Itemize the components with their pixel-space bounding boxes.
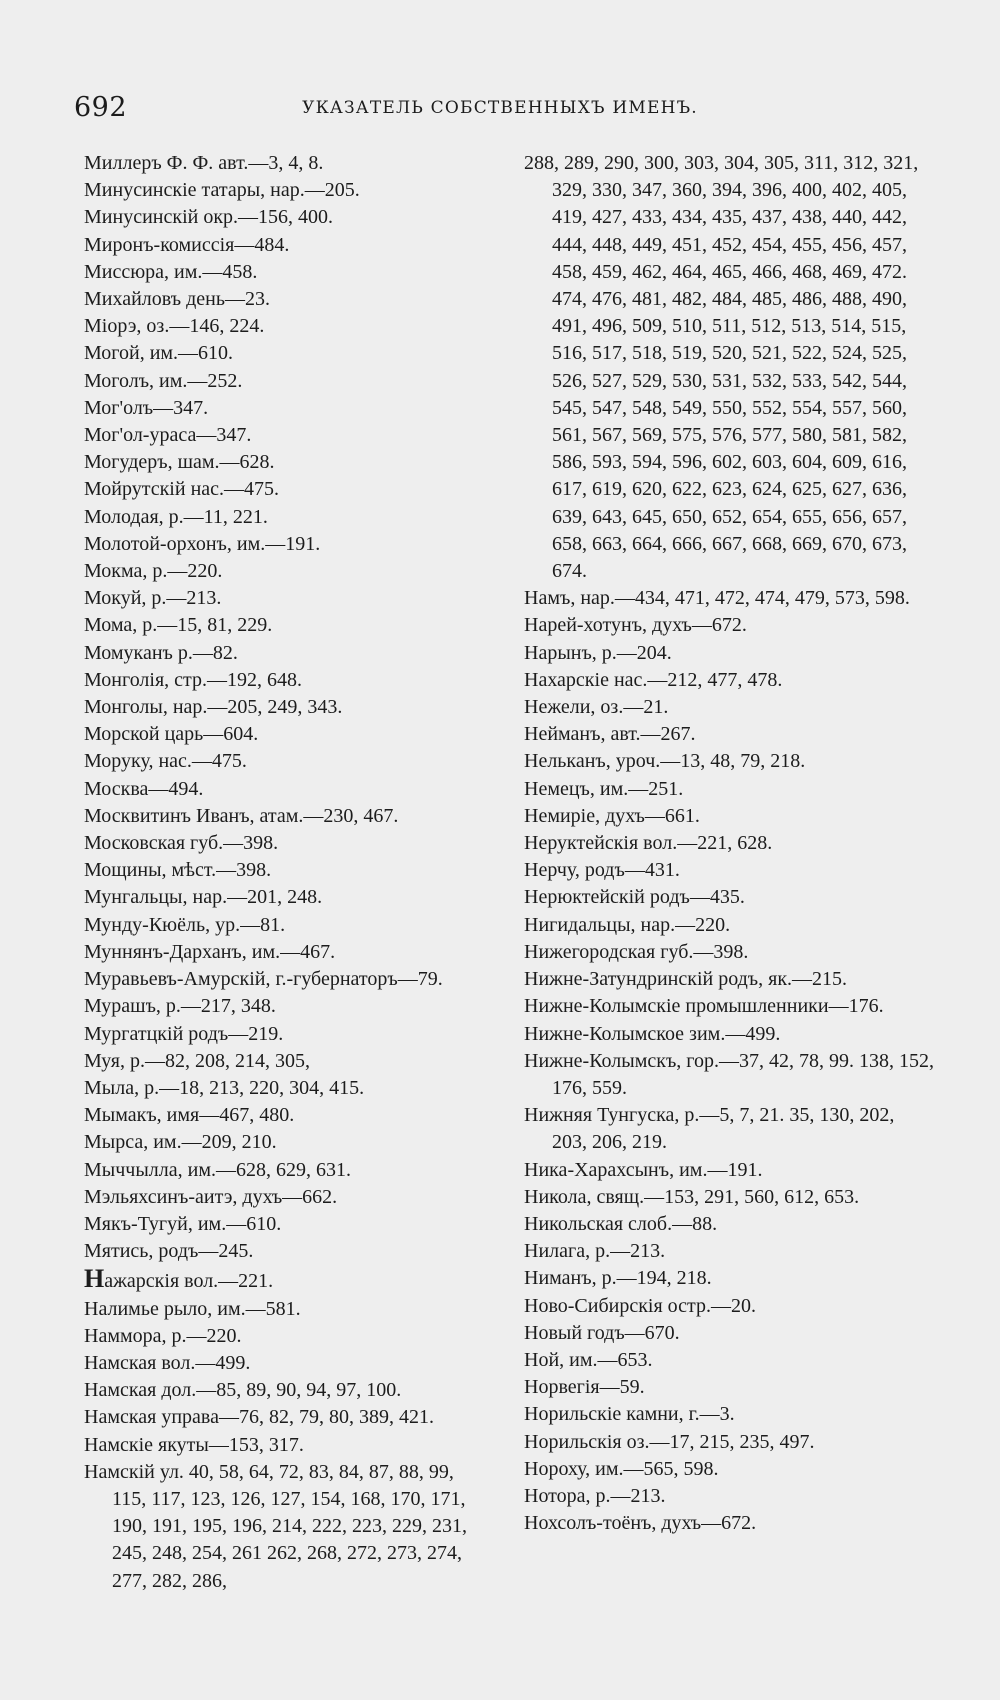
index-entry: Москвитинъ Иванъ, атам.—230, 467. (84, 804, 399, 827)
index-entry: Моруку, нас.—475. (84, 750, 247, 773)
index-entry: Намская управа—76, 82, 79, 80, 389, 421. (84, 1406, 434, 1429)
index-entry: Мыччылла, им.—628, 629, 631. (84, 1158, 351, 1181)
index-entry: Мымакъ, имя—467, 480. (84, 1104, 295, 1127)
index-entry: Ниманъ, р.—194, 218. (524, 1267, 712, 1290)
index-column-right (524, 150, 934, 1537)
index-entry: Могой, им.—610. (84, 342, 234, 365)
index-entry: Нажарскія вол.—221. (84, 1264, 274, 1294)
index-entry: Нигидальцы, нар.—220. (524, 913, 731, 936)
index-entry: Мощины, мѣст.—398. (84, 859, 272, 882)
index-entry: Мог'ол-ураса—347. (84, 424, 252, 447)
index-entry: Миссюра, им.—458. (84, 260, 258, 283)
index-entry: Мыла, р.—18, 213, 220, 304, 415. (84, 1076, 365, 1099)
index-entry: Нижняя Тунгуска, р.—5, 7, 21. 35, 130, 202, 203, 206, 219. (524, 1104, 895, 1154)
index-entry: Муннянъ-Дарханъ, им.—467. (84, 940, 336, 963)
index-entry: Миронъ-комиссія—484. (84, 233, 290, 256)
index-entry: Муравьевъ-Амурскій, г.-губернаторъ—79. (84, 968, 443, 991)
index-entry: Нижне-Колымское зим.—499. (524, 1022, 781, 1045)
index-entry: Никольская слоб.—88. (524, 1212, 718, 1235)
index-entry: Минусинскій окр.—156, 400. (84, 206, 334, 229)
index-entry: Мурашъ, р.—217, 348. (84, 995, 276, 1018)
index-entry: Немиріе, духъ—661. (524, 804, 700, 827)
index-entry: Новый годъ—670. (524, 1321, 680, 1344)
index-entry: 288, 289, 290, 300, 303, 304, 305, 311, 312, 321, 329, 330, 347, 360, 394, 396, 400, 402, 405, 419, 427, 433, 434, 435, 437, 438, 440, 442, 444, 448, 449, 451, 452, 454, 455, 456, 457, 458, 459, 462, 464, 465, 466, 468, 469, 472. 474, 476, 481, 482, 484, 485, 486, 488, 490, 491, 496, 509, 510, 511, 512, 513, 514, 515, 516, 517, 518, 519, 520, 521, 522, 524, 525, 526, 527, 529, 530, 531, 532, 533, 542, 544, 545, 547, 548, 549, 550, 552, 554, 557, 560, 561, 567, 569, 575, 576, 577, 580, 581, 582, 586, 593, 594, 596, 602, 603, 604, 609, 616, 617, 619, 620, 622, 623, 624, 625, 627, 636, 639, 643, 645, 650, 652, 654, 655, 656, 657, 658, 663, 664, 666, 667, 668, 669, 670, 673, 674. (524, 152, 919, 583)
index-entry: Нарей-хотунъ, духъ—672. (524, 614, 747, 637)
index-entry: Норвегія—59. (524, 1376, 645, 1399)
index-entry: Московская губ.—398. (84, 832, 279, 855)
index-entry: Ной, им.—653. (524, 1348, 653, 1371)
index-entry: Монголы, нар.—205, 249, 343. (84, 696, 343, 719)
index-entry: Мома, р.—15, 81, 229. (84, 614, 273, 637)
index-entry: Мунду-Кюёль, ур.—81. (84, 913, 286, 936)
index-entry: Нижне-Колымскъ, гор.—37, 42, 78, 99. 138, 152, 176, 559. (524, 1049, 934, 1099)
index-entry: Мэльяхсинъ-аитэ, духъ—662. (84, 1185, 338, 1208)
index-entry: Москва—494. (84, 777, 204, 800)
index-entry: Никола, свящ.—153, 291, 560, 612, 653. (524, 1185, 860, 1208)
index-entry: Мятись, родъ—245. (84, 1240, 254, 1263)
index-entry: Нижегородская губ.—398. (524, 940, 749, 963)
index-entry: Неруктейскія вол.—221, 628. (524, 832, 773, 855)
section-initial-letter: Н (84, 1264, 105, 1294)
index-column-left (84, 150, 469, 1595)
index-entry: Норильскія оз.—17, 215, 235, 497. (524, 1430, 815, 1453)
index-entry: Молотой-орхонъ, им.—191. (84, 532, 321, 555)
index-entry: Нейманъ, авт.—267. (524, 723, 696, 746)
index-entry: Нижне-Колымскіе промышленники—176. (524, 995, 884, 1018)
index-entry: Молодая, р.—11, 221. (84, 505, 268, 528)
page-header (74, 92, 910, 132)
index-entry: Нельканъ, уроч.—13, 48, 79, 218. (524, 750, 806, 773)
index-entry: Налимье рыло, им.—581. (84, 1297, 301, 1320)
index-entry: Нороху, им.—565, 598. (524, 1457, 719, 1480)
index-entry: Немецъ, им.—251. (524, 777, 684, 800)
page-number: 692 (74, 92, 128, 123)
index-entry: Мойрутскій нас.—475. (84, 478, 280, 501)
index-entry: Мургатцкій родъ—219. (84, 1022, 284, 1045)
index-entry: Намская дол.—85, 89, 90, 94, 97, 100. (84, 1379, 402, 1402)
index-entry: Нерчу, родъ—431. (524, 859, 680, 882)
index-entry: Нарынъ, р.—204. (524, 641, 672, 664)
index-entry: Мокма, р.—220. (84, 560, 223, 583)
index-entry: Мырса, им.—209, 210. (84, 1131, 277, 1154)
index-entry: Намская вол.—499. (84, 1351, 251, 1374)
index-entry: Нерюктейскій родъ—435. (524, 886, 745, 909)
index-entry: Міорэ, оз.—146, 224. (84, 315, 265, 338)
index-entry: Мунгальцы, нар.—201, 248. (84, 886, 323, 909)
index-entry: Момуканъ р.—82. (84, 641, 238, 664)
running-title: УКАЗАТЕЛЬ СОБСТВЕННЫХЪ ИМЕНЪ. (302, 98, 698, 118)
index-entry: Нижне-Затундринскій родъ, як.—215. (524, 968, 848, 991)
index-entry: Мокуй, р.—213. (84, 587, 222, 610)
index-entry: Нилага, р.—213. (524, 1240, 666, 1263)
index-entry: Нотора, р.—213. (524, 1484, 666, 1507)
index-entry: Намъ, нар.—434, 471, 472, 474, 479, 573, 598. (524, 587, 910, 610)
index-entry: Минусинскіе татары, нар.—205. (84, 179, 360, 202)
index-entry: Намскіе якуты—153, 317. (84, 1433, 304, 1456)
index-entry: Монголія, стр.—192, 648. (84, 668, 303, 691)
index-entry: Михайловъ день—23. (84, 288, 270, 311)
index-entry: Могудеръ, шам.—628. (84, 451, 275, 474)
index-entry: Наммора, р.—220. (84, 1324, 242, 1347)
index-entry: Моголъ, им.—252. (84, 369, 243, 392)
index-entry: Намскій ул. 40, 58, 64, 72, 83, 84, 87, 88, 99, 115, 117, 123, 126, 127, 154, 168, 170, 171, 190, 191, 195, 196, 214, 222, 223, 229, 231, 245, 248, 254, 261 262, 268, 272, 273, 274, 277, 282, 286, (84, 1460, 467, 1592)
index-entry: Мякъ-Тугуй, им.—610. (84, 1212, 282, 1235)
index-entry: Нежели, оз.—21. (524, 696, 669, 719)
index-entry: Ника-Харахсынъ, им.—191. (524, 1158, 763, 1181)
index-entry: Морской царь—604. (84, 723, 259, 746)
index-entry: Муя, р.—82, 208, 214, 305, (84, 1049, 310, 1072)
index-entry: Нохсолъ-тоёнъ, духъ—672. (524, 1512, 757, 1535)
index-entry: Нахарскіе нас.—212, 477, 478. (524, 668, 783, 691)
index-entry: Ново-Сибирскія остр.—20. (524, 1294, 757, 1317)
index-entry: Норильскіе камни, г.—3. (524, 1403, 735, 1426)
index-entry: Мог'олъ—347. (84, 396, 209, 419)
index-entry: Миллеръ Ф. Ф. авт.—3, 4, 8. (84, 152, 324, 174)
